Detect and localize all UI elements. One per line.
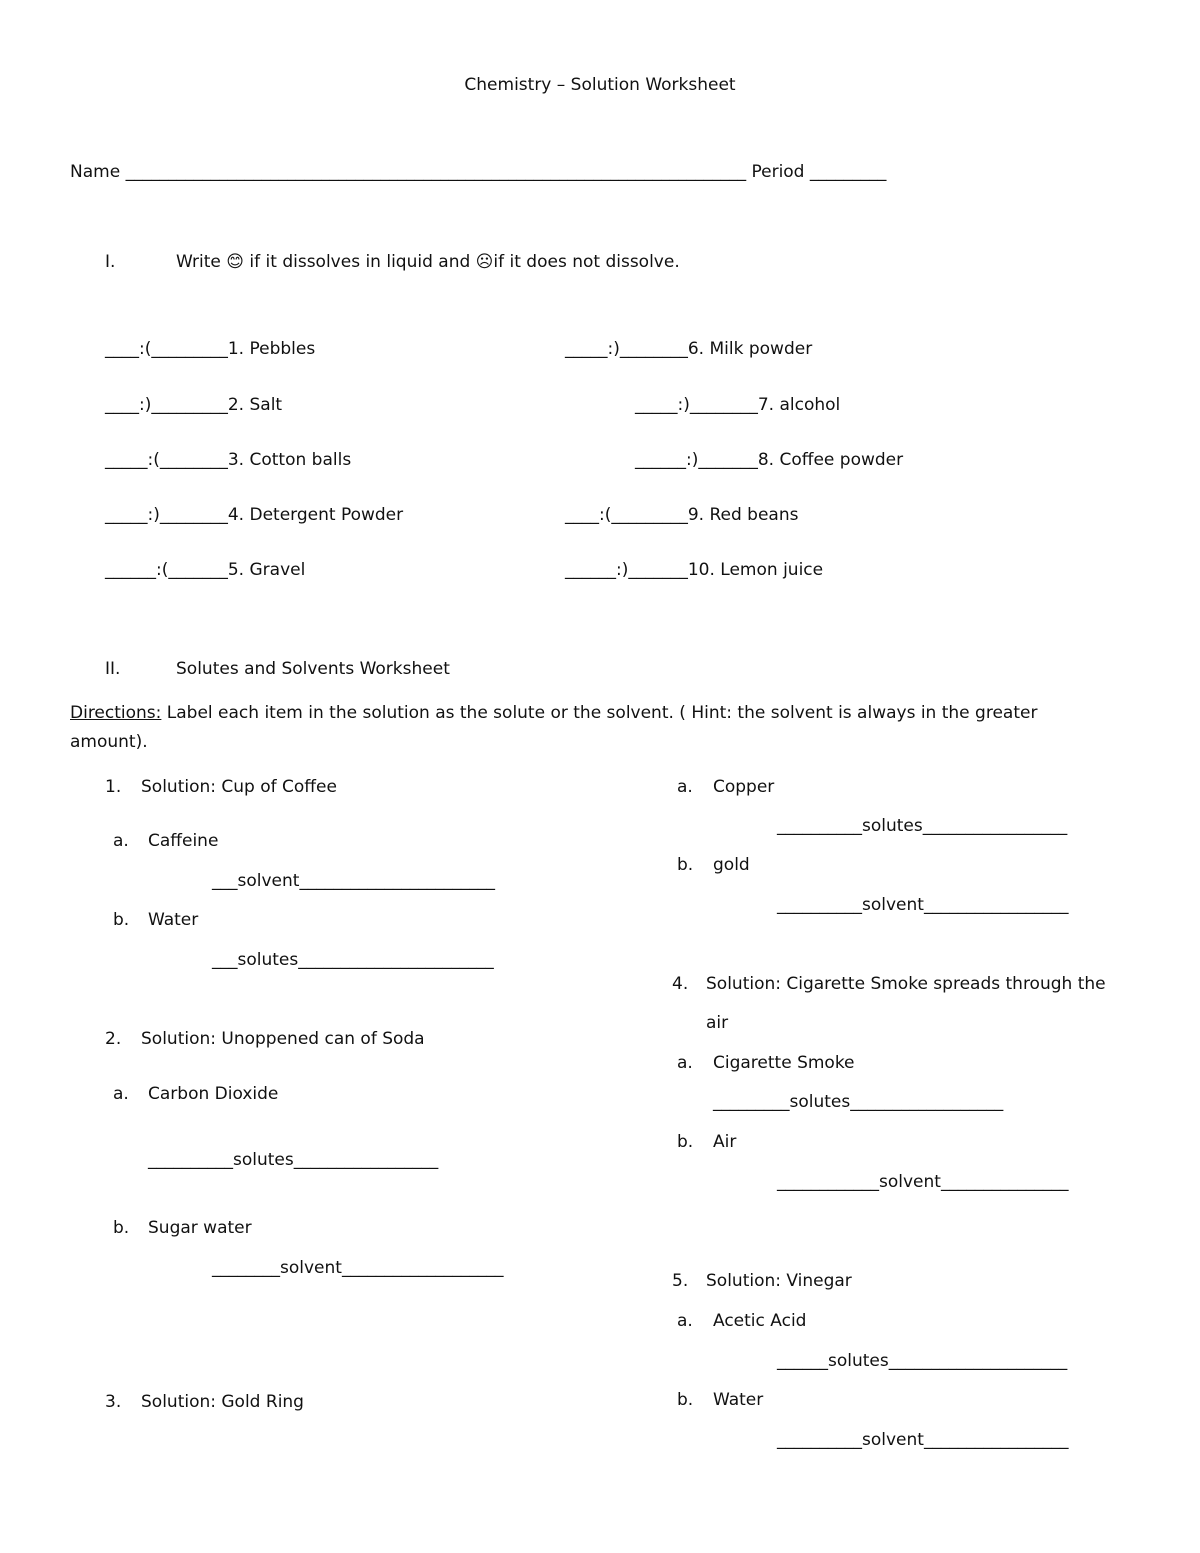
directions-text-cont: amount). <box>70 732 148 752</box>
answer-field[interactable]: ___solutes_______________________ <box>212 950 494 970</box>
question-label: Solution: Unoppened can of Soda <box>141 1029 425 1049</box>
dissolve-item: ____:(_________9. Red beans <box>565 505 799 525</box>
dissolve-item: ______:)_______10. Lemon juice <box>565 560 824 580</box>
answer-field[interactable]: _________solutes__________________ <box>713 1092 1004 1112</box>
part1-instruction: Write 😊 if it dissolves in liquid and ☹if it does not dissolve. <box>176 252 680 272</box>
question-number: 3. <box>105 1392 122 1412</box>
answer-field[interactable]: __________solvent_________________ <box>777 1430 1069 1450</box>
dissolve-item: ______:)_______8. Coffee powder <box>635 450 904 470</box>
question-label: Solution: Vinegar <box>706 1271 852 1291</box>
option-label: Carbon Dioxide <box>148 1084 279 1104</box>
option-letter: a. <box>113 831 129 851</box>
dissolve-item: _____:)________6. Milk powder <box>565 339 813 359</box>
option-letter: b. <box>113 910 130 930</box>
directions-text: Label each item in the solution as the solute or the solvent. ( Hint: the solvent is always in the greater <box>161 703 1038 723</box>
option-letter: b. <box>677 855 694 875</box>
answer-field[interactable]: ____________solvent_______________ <box>777 1172 1069 1192</box>
period-field[interactable]: _________ <box>809 162 887 182</box>
option-label: Sugar water <box>148 1218 252 1238</box>
answer-field[interactable]: __________solutes_________________ <box>148 1150 439 1170</box>
option-label: Air <box>713 1132 737 1152</box>
answer-field[interactable]: ______solutes_____________________ <box>777 1351 1068 1371</box>
dissolve-item: ____:)_________2. Salt <box>105 395 283 415</box>
option-label: Copper <box>713 777 775 797</box>
question-label-cont: air <box>706 1013 729 1033</box>
part1-numeral: I. <box>105 252 116 272</box>
name-label: Name <box>70 162 121 182</box>
question-label: Solution: Gold Ring <box>141 1392 304 1412</box>
question-label: Solution: Cigarette Smoke spreads through the <box>706 974 1106 994</box>
question-number: 4. <box>672 974 689 994</box>
page-title: Chemistry – Solution Worksheet <box>464 75 736 95</box>
period-label: Period <box>751 162 805 182</box>
option-letter: a. <box>113 1084 129 1104</box>
option-label: Caffeine <box>148 831 219 851</box>
dissolve-item: ______:(_______5. Gravel <box>105 560 306 580</box>
option-label: Water <box>148 910 199 930</box>
question-number: 2. <box>105 1029 122 1049</box>
option-label: gold <box>713 855 750 875</box>
question-label: Solution: Cup of Coffee <box>141 777 337 797</box>
question-number: 1. <box>105 777 122 797</box>
dissolve-item: _____:(________3. Cotton balls <box>105 450 352 470</box>
dissolve-item: _____:)________4. Detergent Powder <box>105 505 404 525</box>
answer-field[interactable]: ________solvent___________________ <box>212 1258 504 1278</box>
directions <box>70 703 1037 723</box>
answer-field[interactable]: __________solvent_________________ <box>777 895 1069 915</box>
part2-heading: Solutes and Solvents Worksheet <box>176 659 450 679</box>
name-row <box>70 162 886 182</box>
option-label: Acetic Acid <box>713 1311 807 1331</box>
answer-field[interactable]: ___solvent_______________________ <box>212 871 495 891</box>
answer-field[interactable]: __________solutes_________________ <box>777 816 1068 836</box>
dissolve-item: _____:)________7. alcohol <box>635 395 841 415</box>
question-number: 5. <box>672 1271 689 1291</box>
option-letter: a. <box>677 1053 693 1073</box>
part2-numeral: II. <box>105 659 121 679</box>
option-letter: b. <box>677 1390 694 1410</box>
dissolve-item: ____:(_________1. Pebbles <box>105 339 316 359</box>
option-letter: b. <box>113 1218 130 1238</box>
name-field[interactable]: _________________________________________________________________________ <box>125 162 747 182</box>
option-letter: a. <box>677 1311 693 1331</box>
directions-label: Directions: <box>70 703 162 723</box>
option-letter: b. <box>677 1132 694 1152</box>
option-label: Cigarette Smoke <box>713 1053 855 1073</box>
option-label: Water <box>713 1390 764 1410</box>
option-letter: a. <box>677 777 693 797</box>
